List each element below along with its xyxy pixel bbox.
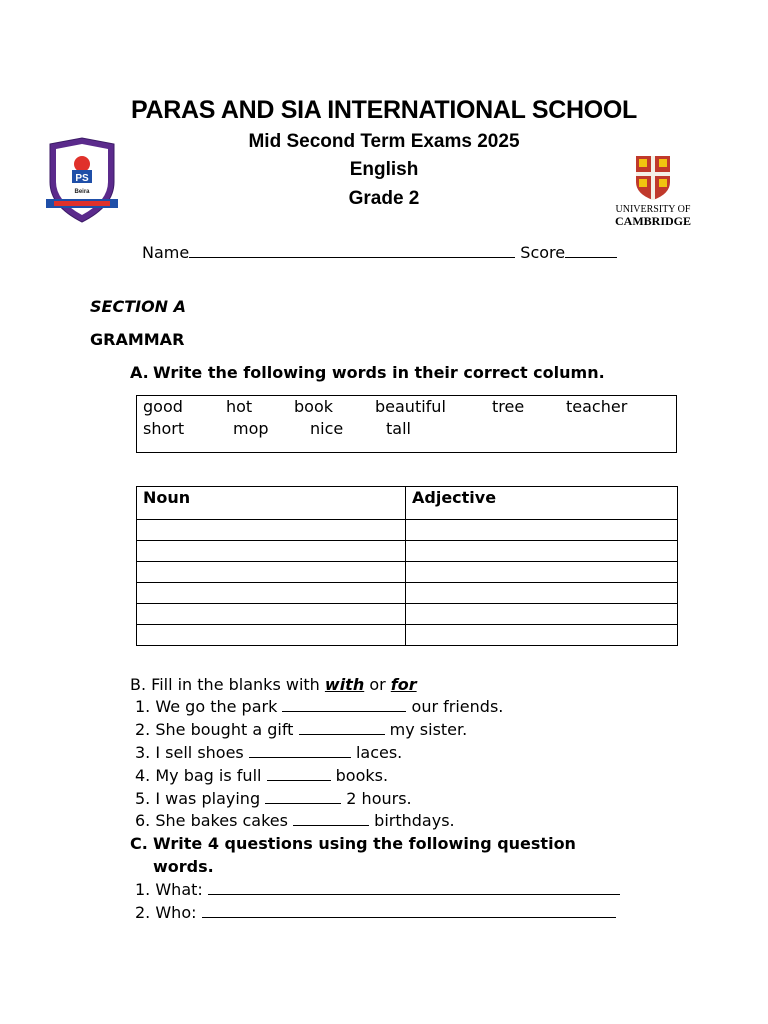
table-cell[interactable] [137, 541, 406, 562]
grade-title: Grade 2 [348, 188, 420, 209]
item-text-before: My bag is full [155, 765, 262, 785]
fill-blank-item [135, 789, 503, 812]
item-text-after: birthdays. [374, 811, 455, 831]
table-header-noun: Noun [137, 487, 406, 520]
fill-blank-item [135, 811, 503, 834]
answer-line[interactable] [208, 880, 620, 895]
item-text-before: We go the park [155, 697, 278, 716]
item-number: 2. [135, 902, 151, 922]
answer-blank[interactable] [265, 789, 341, 804]
section-subtitle: GRAMMAR [90, 330, 185, 349]
table-cell[interactable] [406, 583, 678, 604]
table-cell[interactable] [406, 625, 678, 646]
table-cell[interactable] [406, 562, 678, 583]
item-text-after: our friends. [411, 697, 504, 716]
word-bank-word: book [294, 397, 333, 416]
item-text-before: She bought a gift [155, 719, 294, 739]
item-text-after: my sister. [389, 719, 468, 739]
table-cell[interactable] [137, 625, 406, 646]
item-text-after: 2 hours. [346, 788, 412, 808]
question-item [135, 880, 620, 903]
exam-title: Mid Second Term Exams 2025 [248, 131, 520, 152]
cambridge-line1: UNIVERSITY OF [615, 204, 691, 215]
word-bank-word: beautiful [375, 397, 446, 416]
word-bank-word: tree [492, 397, 525, 416]
item-text-before: I was playing [155, 788, 261, 808]
answer-blank[interactable] [249, 743, 351, 758]
table-cell[interactable] [137, 520, 406, 541]
word-bank-word: mop [233, 419, 269, 438]
cambridge-logo [612, 154, 694, 230]
question-list [135, 880, 620, 926]
item-text-after: books. [335, 765, 389, 785]
name-label: Name [142, 243, 190, 262]
score-blank[interactable] [565, 243, 617, 258]
table-cell[interactable] [406, 604, 678, 625]
score-label: Score [520, 243, 566, 262]
answer-line[interactable] [202, 903, 616, 918]
name-blank[interactable] [189, 243, 515, 258]
item-number: 1. [135, 880, 151, 899]
table-cell[interactable] [406, 541, 678, 562]
item-number: 4. [135, 765, 151, 785]
student-info-row [142, 243, 617, 262]
answer-blank[interactable] [282, 697, 406, 712]
part-c-letter: C. [130, 834, 148, 853]
part-b-word-with: with [324, 675, 365, 694]
part-a-letter: A. [130, 363, 149, 382]
word-bank-word: hot [226, 397, 253, 416]
fill-blank-list [135, 697, 503, 834]
table-cell[interactable] [137, 562, 406, 583]
answer-blank[interactable] [299, 720, 385, 735]
noun-adjective-table [136, 486, 678, 646]
item-number: 3. [135, 742, 151, 762]
part-b-instruction [130, 675, 417, 694]
fill-blank-item [135, 743, 503, 766]
word-bank-word: nice [310, 419, 344, 438]
part-b-word-for: for [390, 675, 417, 694]
answer-blank[interactable] [293, 811, 369, 826]
subject-title: English [349, 159, 419, 180]
fill-blank-item [135, 697, 503, 720]
word-bank-word: good [143, 397, 183, 416]
word-bank-box [136, 395, 677, 453]
question-item [135, 903, 620, 926]
part-b-connector: or [369, 675, 386, 694]
part-a-instruction: Write the following words in their correct column. [153, 363, 605, 382]
item-number: 2. [135, 719, 151, 739]
item-text-after: laces. [355, 742, 403, 762]
item-number: 6. [135, 811, 151, 831]
table-cell[interactable] [137, 583, 406, 604]
table-cell[interactable] [137, 604, 406, 625]
table-cell[interactable] [406, 520, 678, 541]
school-crest-logo [44, 136, 120, 224]
table-header-adjective: Adjective [406, 487, 678, 520]
question-word: Who: [155, 902, 197, 922]
school-name: PARAS AND SIA INTERNATIONAL SCHOOL [130, 96, 637, 124]
part-c-instruction-line2: words. [153, 857, 214, 876]
word-bank-word: short [143, 419, 185, 438]
fill-blank-item [135, 720, 503, 743]
fill-blank-item [135, 766, 503, 789]
section-title: SECTION A [90, 297, 187, 316]
item-number: 5. [135, 788, 151, 808]
item-text-before: She bakes cakes [155, 811, 288, 831]
question-word: What: [155, 880, 203, 899]
answer-blank[interactable] [267, 766, 331, 781]
part-c-instruction-line1: Write 4 questions using the following question [153, 834, 576, 853]
school-logo-text: PS [75, 173, 89, 184]
item-number: 1. [135, 697, 151, 716]
cambridge-line2: CAMBRIDGE [614, 214, 691, 228]
school-logo-place: Beira [74, 189, 90, 195]
word-bank-word: tall [386, 419, 411, 438]
item-text-before: I sell shoes [155, 742, 244, 762]
word-bank-word: teacher [566, 397, 628, 416]
part-b-prefix: B. Fill in the blanks with [130, 675, 320, 694]
